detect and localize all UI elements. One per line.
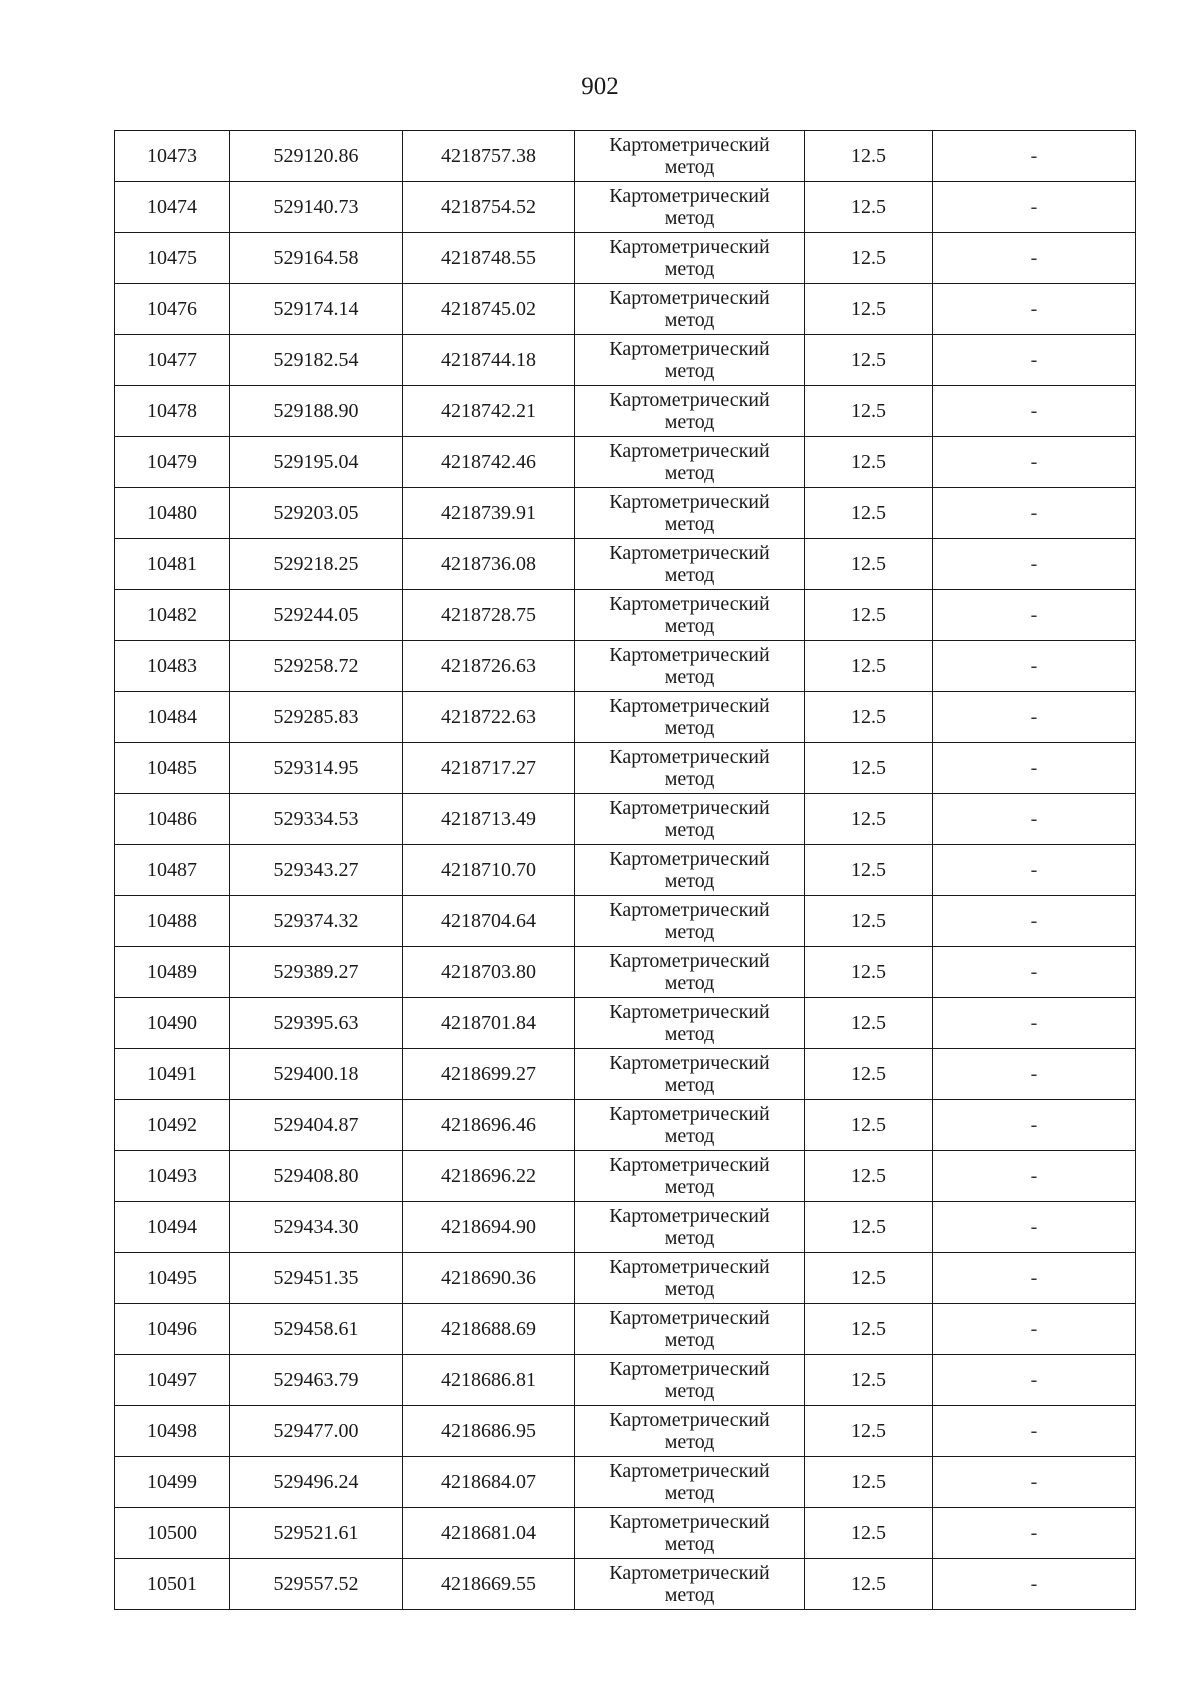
note-cell: - — [933, 845, 1136, 896]
x-coordinate-cell: 529374.32 — [230, 896, 403, 947]
point-id-cell: 10489 — [115, 947, 230, 998]
accuracy-cell: 12.5 — [805, 743, 933, 794]
y-coordinate-cell: 4218694.90 — [403, 1202, 575, 1253]
note-cell: - — [933, 1508, 1136, 1559]
accuracy-cell: 12.5 — [805, 1100, 933, 1151]
note-cell: - — [933, 1457, 1136, 1508]
note-cell: - — [933, 386, 1136, 437]
method-cell — [575, 590, 805, 641]
table-body — [115, 131, 1136, 1610]
point-id-cell: 10496 — [115, 1304, 230, 1355]
method-cell — [575, 947, 805, 998]
accuracy-cell: 12.5 — [805, 437, 933, 488]
table-row — [115, 794, 1136, 845]
y-coordinate-cell: 4218686.81 — [403, 1355, 575, 1406]
method-line-1: Картометрический — [609, 287, 770, 309]
y-coordinate-cell: 4218690.36 — [403, 1253, 575, 1304]
note-cell: - — [933, 998, 1136, 1049]
x-coordinate-cell: 529404.87 — [230, 1100, 403, 1151]
x-coordinate-cell: 529174.14 — [230, 284, 403, 335]
accuracy-cell: 12.5 — [805, 1253, 933, 1304]
method-line-2: метод — [664, 768, 715, 790]
note-cell: - — [933, 692, 1136, 743]
method-line-2: метод — [664, 870, 715, 892]
y-coordinate-cell: 4218744.18 — [403, 335, 575, 386]
method-line-1: Картометрический — [609, 389, 770, 411]
note-cell: - — [933, 182, 1136, 233]
note-cell: - — [933, 896, 1136, 947]
method-cell — [575, 284, 805, 335]
x-coordinate-cell: 529334.53 — [230, 794, 403, 845]
note-cell: - — [933, 1406, 1136, 1457]
y-coordinate-cell: 4218681.04 — [403, 1508, 575, 1559]
note-cell: - — [933, 1202, 1136, 1253]
note-cell: - — [933, 488, 1136, 539]
method-cell — [575, 845, 805, 896]
note-cell: - — [933, 1355, 1136, 1406]
y-coordinate-cell: 4218739.91 — [403, 488, 575, 539]
method-line-1: Картометрический — [609, 1052, 770, 1074]
point-id-cell: 10476 — [115, 284, 230, 335]
method-line-1: Картометрический — [609, 1205, 770, 1227]
accuracy-cell: 12.5 — [805, 488, 933, 539]
note-cell: - — [933, 590, 1136, 641]
x-coordinate-cell: 529164.58 — [230, 233, 403, 284]
table-row — [115, 845, 1136, 896]
point-id-cell: 10482 — [115, 590, 230, 641]
method-line-2: метод — [664, 360, 715, 382]
accuracy-cell: 12.5 — [805, 641, 933, 692]
note-cell: - — [933, 1304, 1136, 1355]
method-cell — [575, 131, 805, 182]
method-line-1: Картометрический — [609, 542, 770, 564]
x-coordinate-cell: 529451.35 — [230, 1253, 403, 1304]
table-row — [115, 1355, 1136, 1406]
table-row — [115, 437, 1136, 488]
table-row — [115, 1202, 1136, 1253]
y-coordinate-cell: 4218722.63 — [403, 692, 575, 743]
y-coordinate-cell: 4218742.21 — [403, 386, 575, 437]
table-row — [115, 947, 1136, 998]
method-cell — [575, 182, 805, 233]
point-id-cell: 10493 — [115, 1151, 230, 1202]
method-line-2: метод — [664, 921, 715, 943]
method-line-2: метод — [664, 1278, 715, 1300]
point-id-cell: 10474 — [115, 182, 230, 233]
note-cell: - — [933, 1151, 1136, 1202]
note-cell: - — [933, 233, 1136, 284]
point-id-cell: 10490 — [115, 998, 230, 1049]
note-cell: - — [933, 1559, 1136, 1610]
accuracy-cell: 12.5 — [805, 335, 933, 386]
method-line-1: Картометрический — [609, 950, 770, 972]
method-line-2: метод — [664, 819, 715, 841]
y-coordinate-cell: 4218710.70 — [403, 845, 575, 896]
method-line-2: метод — [664, 1380, 715, 1402]
y-coordinate-cell: 4218748.55 — [403, 233, 575, 284]
table-row — [115, 743, 1136, 794]
table-row — [115, 590, 1136, 641]
note-cell: - — [933, 335, 1136, 386]
method-line-1: Картометрический — [609, 1001, 770, 1023]
y-coordinate-cell: 4218688.69 — [403, 1304, 575, 1355]
y-coordinate-cell: 4218728.75 — [403, 590, 575, 641]
method-line-2: метод — [664, 207, 715, 229]
method-cell — [575, 233, 805, 284]
point-id-cell: 10495 — [115, 1253, 230, 1304]
x-coordinate-cell: 529389.27 — [230, 947, 403, 998]
point-id-cell: 10475 — [115, 233, 230, 284]
table-row — [115, 896, 1136, 947]
point-id-cell: 10499 — [115, 1457, 230, 1508]
method-cell — [575, 1559, 805, 1610]
method-line-1: Картометрический — [609, 1562, 770, 1584]
method-cell — [575, 1049, 805, 1100]
method-line-2: метод — [664, 1023, 715, 1045]
accuracy-cell: 12.5 — [805, 1202, 933, 1253]
method-line-1: Картометрический — [609, 644, 770, 666]
method-line-1: Картометрический — [609, 1511, 770, 1533]
method-line-2: метод — [664, 666, 715, 688]
method-line-2: метод — [664, 564, 715, 586]
method-line-1: Картометрический — [609, 797, 770, 819]
point-id-cell: 10481 — [115, 539, 230, 590]
method-line-2: метод — [664, 1227, 715, 1249]
note-cell: - — [933, 539, 1136, 590]
table-row — [115, 1406, 1136, 1457]
method-cell — [575, 386, 805, 437]
accuracy-cell: 12.5 — [805, 1406, 933, 1457]
table-row — [115, 1304, 1136, 1355]
method-cell — [575, 692, 805, 743]
x-coordinate-cell: 529314.95 — [230, 743, 403, 794]
table-row — [115, 233, 1136, 284]
x-coordinate-cell: 529521.61 — [230, 1508, 403, 1559]
method-cell — [575, 335, 805, 386]
x-coordinate-cell: 529434.30 — [230, 1202, 403, 1253]
table-row — [115, 1100, 1136, 1151]
note-cell: - — [933, 131, 1136, 182]
note-cell: - — [933, 1253, 1136, 1304]
x-coordinate-cell: 529140.73 — [230, 182, 403, 233]
table-row — [115, 182, 1136, 233]
note-cell: - — [933, 743, 1136, 794]
y-coordinate-cell: 4218726.63 — [403, 641, 575, 692]
method-line-1: Картометрический — [609, 593, 770, 615]
method-cell — [575, 1304, 805, 1355]
method-line-2: метод — [664, 258, 715, 280]
point-id-cell: 10486 — [115, 794, 230, 845]
table-row — [115, 641, 1136, 692]
method-line-1: Картометрический — [609, 491, 770, 513]
y-coordinate-cell: 4218696.46 — [403, 1100, 575, 1151]
accuracy-cell: 12.5 — [805, 947, 933, 998]
method-cell — [575, 743, 805, 794]
x-coordinate-cell: 529218.25 — [230, 539, 403, 590]
note-cell: - — [933, 641, 1136, 692]
x-coordinate-cell: 529557.52 — [230, 1559, 403, 1610]
method-line-1: Картометрический — [609, 746, 770, 768]
method-line-1: Картометрический — [609, 236, 770, 258]
x-coordinate-cell: 529195.04 — [230, 437, 403, 488]
note-cell: - — [933, 1100, 1136, 1151]
method-line-1: Картометрический — [609, 338, 770, 360]
accuracy-cell: 12.5 — [805, 233, 933, 284]
y-coordinate-cell: 4218686.95 — [403, 1406, 575, 1457]
method-cell — [575, 488, 805, 539]
method-cell — [575, 1100, 805, 1151]
method-line-2: метод — [664, 1482, 715, 1504]
y-coordinate-cell: 4218699.27 — [403, 1049, 575, 1100]
table-row — [115, 539, 1136, 590]
y-coordinate-cell: 4218745.02 — [403, 284, 575, 335]
x-coordinate-cell: 529120.86 — [230, 131, 403, 182]
method-cell — [575, 1406, 805, 1457]
method-line-1: Картометрический — [609, 440, 770, 462]
method-line-2: метод — [664, 1329, 715, 1351]
table-row — [115, 335, 1136, 386]
method-line-2: метод — [664, 1533, 715, 1555]
table-row — [115, 998, 1136, 1049]
method-line-1: Картометрический — [609, 695, 770, 717]
accuracy-cell: 12.5 — [805, 1049, 933, 1100]
x-coordinate-cell: 529395.63 — [230, 998, 403, 1049]
method-line-1: Картометрический — [609, 134, 770, 156]
method-line-1: Картометрический — [609, 1256, 770, 1278]
accuracy-cell: 12.5 — [805, 794, 933, 845]
accuracy-cell: 12.5 — [805, 1151, 933, 1202]
accuracy-cell: 12.5 — [805, 998, 933, 1049]
method-line-1: Картометрический — [609, 1409, 770, 1431]
method-cell — [575, 1508, 805, 1559]
method-line-1: Картометрический — [609, 848, 770, 870]
x-coordinate-cell: 529258.72 — [230, 641, 403, 692]
table-row — [115, 1049, 1136, 1100]
note-cell: - — [933, 437, 1136, 488]
method-cell — [575, 1151, 805, 1202]
table-row — [115, 1559, 1136, 1610]
method-cell — [575, 1355, 805, 1406]
y-coordinate-cell: 4218703.80 — [403, 947, 575, 998]
method-line-2: метод — [664, 1176, 715, 1198]
accuracy-cell: 12.5 — [805, 896, 933, 947]
point-id-cell: 10497 — [115, 1355, 230, 1406]
method-line-1: Картометрический — [609, 185, 770, 207]
note-cell: - — [933, 284, 1136, 335]
method-line-1: Картометрический — [609, 1154, 770, 1176]
y-coordinate-cell: 4218696.22 — [403, 1151, 575, 1202]
accuracy-cell: 12.5 — [805, 1508, 933, 1559]
point-id-cell: 10485 — [115, 743, 230, 794]
point-id-cell: 10491 — [115, 1049, 230, 1100]
method-line-2: метод — [664, 309, 715, 331]
table-row — [115, 1151, 1136, 1202]
x-coordinate-cell: 529477.00 — [230, 1406, 403, 1457]
x-coordinate-cell: 529496.24 — [230, 1457, 403, 1508]
x-coordinate-cell: 529463.79 — [230, 1355, 403, 1406]
table-row — [115, 488, 1136, 539]
method-line-1: Картометрический — [609, 899, 770, 921]
method-line-2: метод — [664, 156, 715, 178]
method-line-2: метод — [664, 411, 715, 433]
accuracy-cell: 12.5 — [805, 590, 933, 641]
method-cell — [575, 641, 805, 692]
method-cell — [575, 1457, 805, 1508]
accuracy-cell: 12.5 — [805, 182, 933, 233]
point-id-cell: 10501 — [115, 1559, 230, 1610]
point-id-cell: 10494 — [115, 1202, 230, 1253]
table-row — [115, 284, 1136, 335]
y-coordinate-cell: 4218717.27 — [403, 743, 575, 794]
point-id-cell: 10473 — [115, 131, 230, 182]
page-number: 902 — [581, 73, 619, 100]
y-coordinate-cell: 4218757.38 — [403, 131, 575, 182]
method-cell — [575, 794, 805, 845]
x-coordinate-cell: 529400.18 — [230, 1049, 403, 1100]
x-coordinate-cell: 529343.27 — [230, 845, 403, 896]
accuracy-cell: 12.5 — [805, 1355, 933, 1406]
table-row — [115, 1253, 1136, 1304]
point-id-cell: 10487 — [115, 845, 230, 896]
x-coordinate-cell: 529408.80 — [230, 1151, 403, 1202]
y-coordinate-cell: 4218669.55 — [403, 1559, 575, 1610]
accuracy-cell: 12.5 — [805, 692, 933, 743]
y-coordinate-cell: 4218736.08 — [403, 539, 575, 590]
note-cell: - — [933, 794, 1136, 845]
method-line-2: метод — [664, 1074, 715, 1096]
coordinates-table — [114, 130, 1136, 1610]
y-coordinate-cell: 4218742.46 — [403, 437, 575, 488]
method-line-1: Картометрический — [609, 1460, 770, 1482]
method-line-2: метод — [664, 972, 715, 994]
accuracy-cell: 12.5 — [805, 284, 933, 335]
point-id-cell: 10479 — [115, 437, 230, 488]
point-id-cell: 10480 — [115, 488, 230, 539]
y-coordinate-cell: 4218713.49 — [403, 794, 575, 845]
x-coordinate-cell: 529458.61 — [230, 1304, 403, 1355]
accuracy-cell: 12.5 — [805, 539, 933, 590]
method-line-2: метод — [664, 1584, 715, 1606]
method-cell — [575, 1253, 805, 1304]
y-coordinate-cell: 4218701.84 — [403, 998, 575, 1049]
table-row — [115, 1457, 1136, 1508]
accuracy-cell: 12.5 — [805, 386, 933, 437]
point-id-cell: 10484 — [115, 692, 230, 743]
method-cell — [575, 1202, 805, 1253]
y-coordinate-cell: 4218704.64 — [403, 896, 575, 947]
note-cell: - — [933, 947, 1136, 998]
point-id-cell: 10488 — [115, 896, 230, 947]
point-id-cell: 10477 — [115, 335, 230, 386]
x-coordinate-cell: 529244.05 — [230, 590, 403, 641]
table-row — [115, 1508, 1136, 1559]
method-cell — [575, 437, 805, 488]
y-coordinate-cell: 4218684.07 — [403, 1457, 575, 1508]
note-cell: - — [933, 1049, 1136, 1100]
x-coordinate-cell: 529203.05 — [230, 488, 403, 539]
point-id-cell: 10498 — [115, 1406, 230, 1457]
accuracy-cell: 12.5 — [805, 131, 933, 182]
x-coordinate-cell: 529182.54 — [230, 335, 403, 386]
accuracy-cell: 12.5 — [805, 1457, 933, 1508]
table-row — [115, 131, 1136, 182]
point-id-cell: 10492 — [115, 1100, 230, 1151]
method-cell — [575, 998, 805, 1049]
table-row — [115, 386, 1136, 437]
method-line-2: метод — [664, 462, 715, 484]
accuracy-cell: 12.5 — [805, 1304, 933, 1355]
table-row — [115, 692, 1136, 743]
point-id-cell: 10483 — [115, 641, 230, 692]
x-coordinate-cell: 529285.83 — [230, 692, 403, 743]
method-line-2: метод — [664, 1431, 715, 1453]
method-line-2: метод — [664, 717, 715, 739]
method-cell — [575, 539, 805, 590]
x-coordinate-cell: 529188.90 — [230, 386, 403, 437]
method-cell — [575, 896, 805, 947]
y-coordinate-cell: 4218754.52 — [403, 182, 575, 233]
method-line-2: метод — [664, 513, 715, 535]
point-id-cell: 10478 — [115, 386, 230, 437]
method-line-2: метод — [664, 615, 715, 637]
accuracy-cell: 12.5 — [805, 1559, 933, 1610]
method-line-1: Картометрический — [609, 1103, 770, 1125]
point-id-cell: 10500 — [115, 1508, 230, 1559]
method-line-1: Картометрический — [609, 1358, 770, 1380]
accuracy-cell: 12.5 — [805, 845, 933, 896]
method-line-1: Картометрический — [609, 1307, 770, 1329]
method-line-2: метод — [664, 1125, 715, 1147]
